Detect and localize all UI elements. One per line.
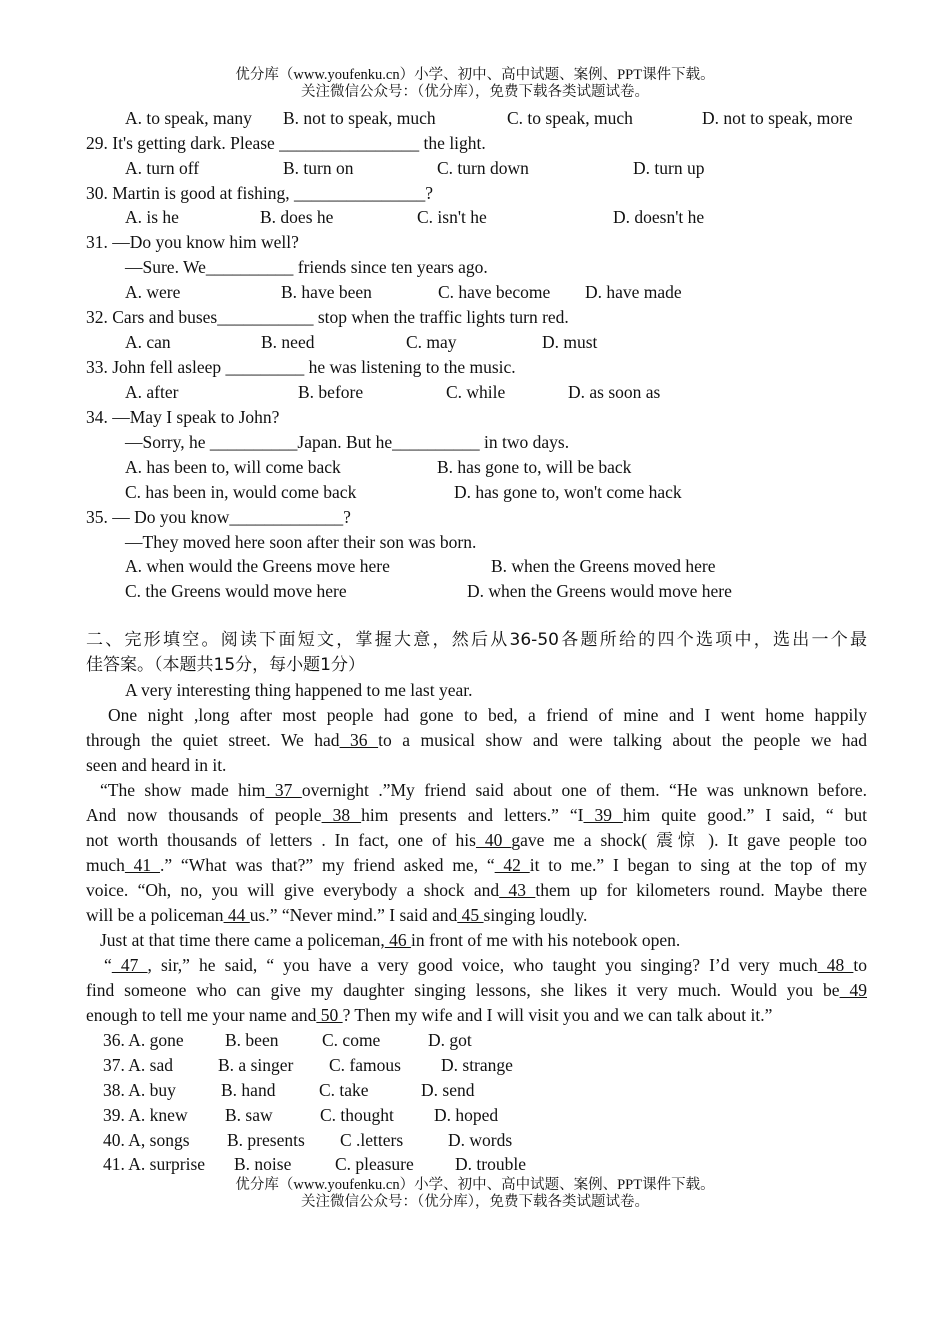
q34-option-b: B. has gone to, will be back: [437, 457, 632, 477]
q28-option-c: C. to speak, much: [507, 108, 633, 128]
q33-option-b: B. before: [298, 382, 364, 402]
q29-option-c: C. turn down: [437, 158, 529, 178]
page-header: [0, 67, 950, 101]
footer-line-2: 关注微信公众号：（优分库），免费下载各类试题试卷。: [301, 1194, 649, 1210]
blank-41[interactable]: 41: [124, 855, 160, 875]
passage-p5-line3: enough to tell me your name and 50 ? Then my wife and I will visit you and we can talk about it.”: [86, 1005, 773, 1025]
option-40-d: D. words: [448, 1130, 513, 1150]
option-39-c: C. thought: [320, 1105, 394, 1125]
q35-option-c: C. the Greens would move here: [125, 581, 347, 601]
blank-46[interactable]: 46: [384, 930, 412, 950]
q31-option-d: D. have made: [585, 282, 682, 302]
option-41-d: D. trouble: [455, 1154, 526, 1174]
q30-option-a: A. is he: [125, 207, 179, 227]
passage-p3-line5: voice. “Oh, no, you will give everybody a shock and 43 them up for kilometers round. Maybe there: [86, 880, 867, 900]
q29-option-b: B. turn on: [283, 158, 354, 178]
blank-38[interactable]: 38: [321, 805, 362, 825]
q30-option-c: C. isn't he: [417, 207, 487, 227]
q34-stem: 34. —May I speak to John?: [86, 407, 280, 427]
blank-48[interactable]: 48: [817, 955, 854, 975]
q35-stem: 35. — Do you know_____________?: [86, 507, 351, 527]
option-37-b: B. a singer: [218, 1055, 294, 1075]
q29-stem: 29. It's getting dark. Please ________________ the light.: [86, 133, 486, 153]
q32-option-b: B. need: [261, 332, 315, 352]
q31-stem-2: —Sure. We__________ friends since ten years ago.: [125, 257, 488, 277]
q34-option-a: A. has been to, will come back: [125, 457, 341, 477]
blank-37[interactable]: 37: [265, 780, 302, 800]
option-40-c: C .letters: [340, 1130, 404, 1150]
q33-option-a: A. after: [125, 382, 179, 402]
blank-42[interactable]: 42: [494, 855, 530, 875]
section-2-title-cont: 佳答案。（本题共15分，每小题1分）: [86, 655, 365, 675]
q35-option-b: B. when the Greens moved here: [491, 556, 716, 576]
passage-p3-line2: And now thousands of people 38 him presents and letters.” “I 39 him quite good.” I said, “ but: [86, 805, 867, 825]
option-38-c: C. take: [319, 1080, 369, 1100]
blank-43[interactable]: 43: [499, 880, 536, 900]
q34-stem-2: —Sorry, he __________Japan. But he__________ in two days.: [125, 432, 570, 452]
blank-39[interactable]: 39: [583, 805, 624, 825]
blank-40[interactable]: 40: [475, 830, 512, 850]
option-38-d: D. send: [421, 1080, 475, 1100]
passage-p4: Just at that time there came a policeman, 46 in front of me with his notebook open.: [100, 930, 681, 950]
q28-option-a: A. to speak, many: [125, 108, 252, 128]
passage-p3-line1: “The show made him 37 overnight .”My friend said about one of them. “He was unknown before.: [100, 780, 868, 800]
q32-option-d: D. must: [542, 332, 598, 352]
q29-option-a: A. turn off: [125, 158, 200, 178]
q28-option-d: D. not to speak, more: [702, 108, 853, 128]
option-36-b: B. been: [225, 1030, 279, 1050]
blank-44[interactable]: 44: [223, 905, 250, 925]
q30-option-b: B. does he: [260, 207, 334, 227]
q29-option-d: D. turn up: [633, 158, 705, 178]
passage-p1: A very interesting thing happened to me last year.: [125, 680, 473, 700]
page-footer: [0, 1177, 950, 1211]
section-2-title: 二、完形填空。阅读下面短文，掌握大意，然后从36-50各题所给的四个选项中，选出一个最: [86, 630, 867, 650]
footer-line-1: 优分库（www.youfenku.cn）小学、初中、高中试题、案例、PPT课件下载。: [235, 1177, 715, 1193]
q33-stem: 33. John fell asleep _________ he was listening to the music.: [86, 357, 516, 377]
q34-option-c: C. has been in, would come back: [125, 482, 357, 502]
q31-option-c: C. have become: [438, 282, 551, 302]
option-36-c: C. come: [322, 1030, 381, 1050]
option-37-a: 37. A. sad: [103, 1055, 173, 1075]
q31-stem: 31. —Do you know him well?: [86, 232, 299, 252]
option-39-a: 39. A. knew: [103, 1105, 188, 1125]
blank-50[interactable]: 50: [316, 1005, 343, 1025]
header-line-2: 关注微信公众号：（优分库），免费下载各类试题试卷。: [301, 84, 649, 100]
passage-p2-line2: through the quiet street. We had 36 to a musical show and were talking about the people we had: [86, 730, 868, 750]
q35-option-d: D. when the Greens would move here: [467, 581, 732, 601]
q33-option-d: D. as soon as: [568, 382, 661, 402]
q35-stem-2: —They moved here soon after their son was born.: [125, 532, 477, 552]
passage-p3-line3: not worth thousands of letters . In fact, one of his 40 gave me a shock( 震惊 ). It gave people too: [86, 830, 868, 851]
option-41-b: B. noise: [234, 1154, 292, 1174]
blank-47[interactable]: 47: [111, 955, 148, 975]
passage-p3-line6: will be a policeman 44 us.” “Never mind.” I said and 45 singing loudly.: [86, 905, 588, 925]
blank-49[interactable]: 49: [839, 980, 868, 1000]
option-37-d: D. strange: [441, 1055, 513, 1075]
option-38-a: 38. A. buy: [103, 1080, 176, 1100]
passage-p5-line2: find someone who can give my daughter singing lessons, she likes it very much. Would you be 49: [86, 980, 868, 1000]
q32-stem: 32. Cars and buses___________ stop when the traffic lights turn red.: [86, 307, 569, 327]
option-37-c: C. famous: [329, 1055, 401, 1075]
option-38-b: B. hand: [221, 1080, 276, 1100]
blank-36[interactable]: 36: [339, 730, 379, 750]
header-line-1: 优分库（www.youfenku.cn）小学、初中、高中试题、案例、PPT课件下载。: [235, 67, 715, 83]
passage-p3-line4: much 41 .” “What was that?” my friend asked me, “ 42 it to me.” I began to sing at the top of my: [86, 855, 868, 875]
option-40-b: B. presents: [227, 1130, 305, 1150]
q30-stem: 30. Martin is good at fishing, _______________?: [86, 183, 434, 203]
q32-option-c: C. may: [406, 332, 457, 352]
option-41-a: 41. A. surprise: [103, 1154, 206, 1174]
option-39-b: B. saw: [225, 1105, 273, 1125]
option-36-d: D. got: [428, 1030, 472, 1050]
q28-option-b: B. not to speak, much: [283, 108, 436, 128]
q35-option-a: A. when would the Greens move here: [125, 556, 390, 576]
passage-p2-line3: seen and heard in it.: [86, 755, 227, 775]
option-36-a: 36. A. gone: [103, 1030, 184, 1050]
passage-p5-line1: “ 47 , sir,” he said, “ you have a very good voice, who taught you singing? I’d very much 48 to: [104, 955, 868, 975]
blank-45[interactable]: 45: [457, 905, 484, 925]
q31-option-a: A. were: [125, 282, 181, 302]
q31-option-b: B. have been: [281, 282, 372, 302]
q30-option-d: D. doesn't he: [613, 207, 705, 227]
option-39-d: D. hoped: [434, 1105, 499, 1125]
q34-option-d: D. has gone to, won't come hack: [454, 482, 682, 502]
q32-option-a: A. can: [125, 332, 171, 352]
option-41-c: C. pleasure: [335, 1154, 414, 1174]
passage-p2-line1: One night ,long after most people had gone to bed, a friend of mine and I went home happily: [108, 705, 867, 725]
option-40-a: 40. A, songs: [103, 1130, 190, 1150]
q33-option-c: C. while: [446, 382, 506, 402]
